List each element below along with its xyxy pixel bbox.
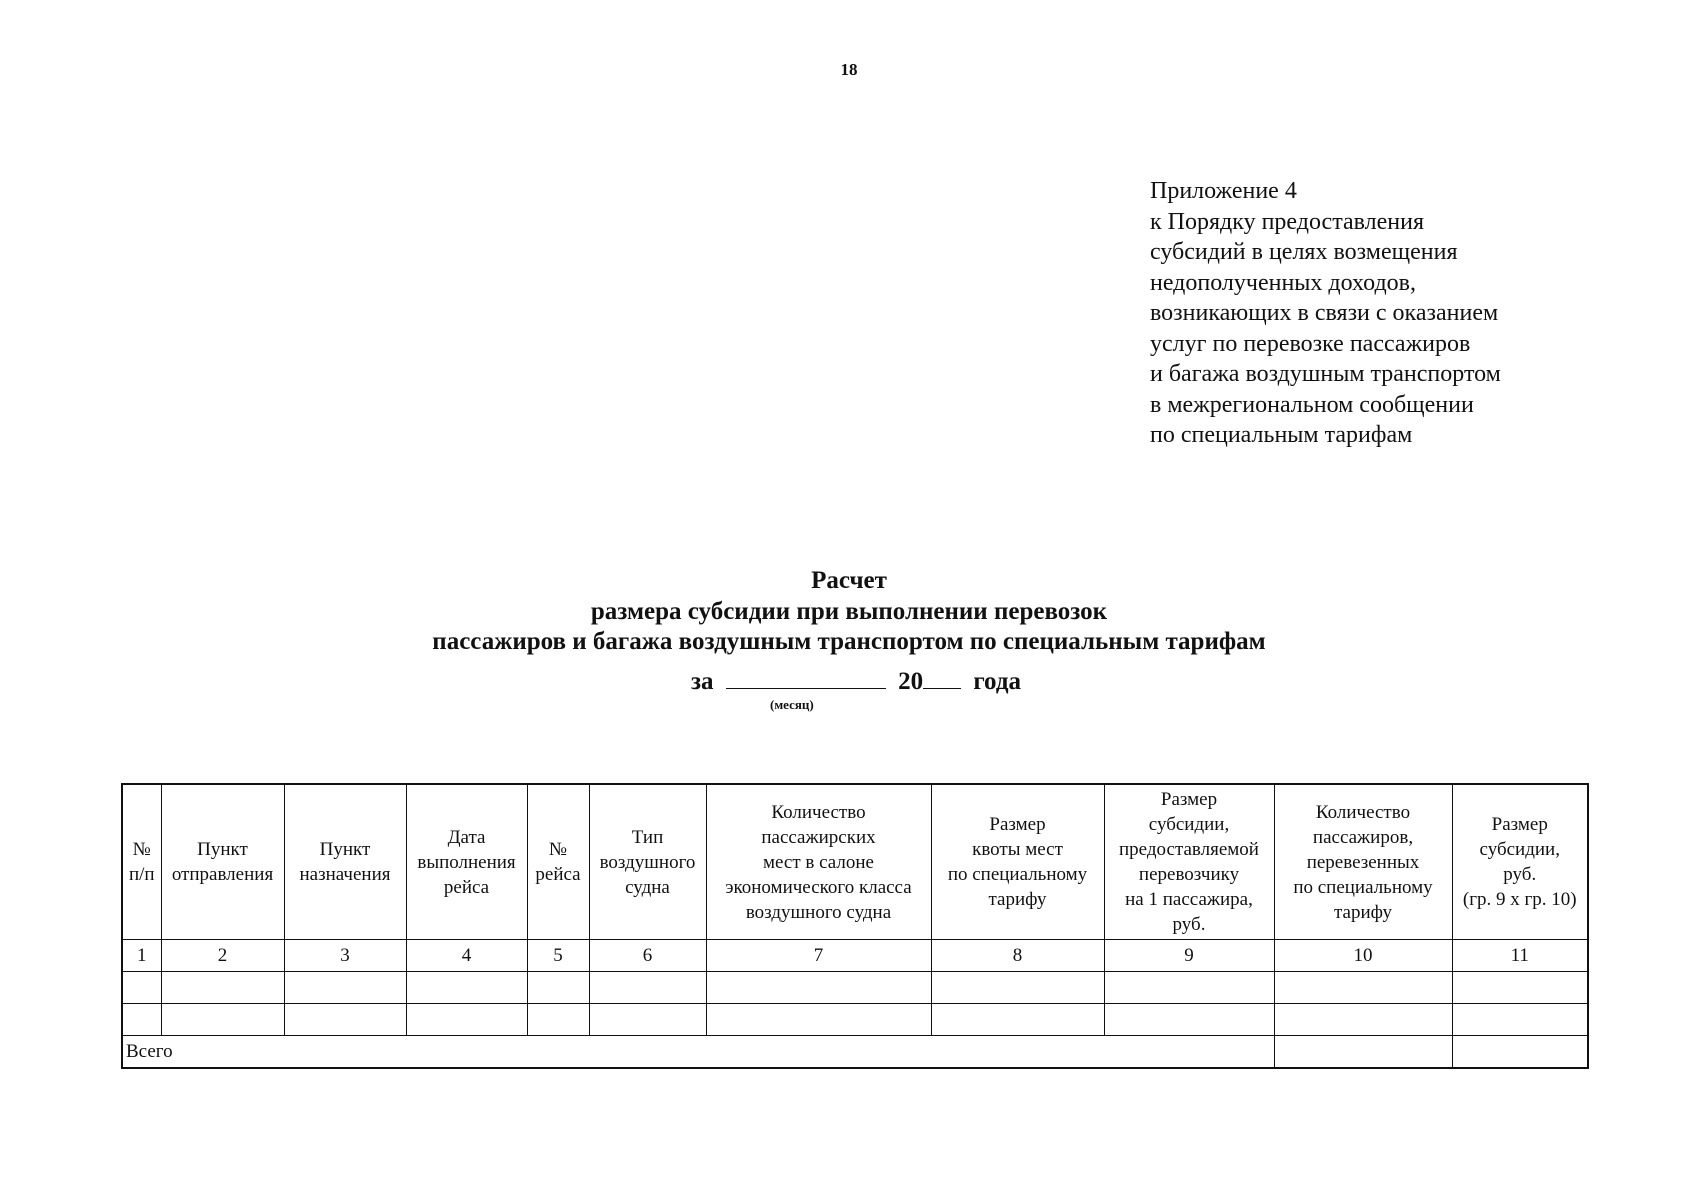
appendix-line: по специальным тарифам (1150, 422, 1413, 448)
column-number: 10 (1274, 940, 1452, 972)
appendix-line: Приложение 4 (1150, 178, 1297, 204)
column-number: 1 (122, 940, 161, 972)
column-header-line: воздушного (599, 851, 696, 873)
table-cell[interactable] (161, 972, 284, 1004)
column-header-line: тарифу (988, 889, 1047, 910)
column-number: 2 (161, 940, 284, 972)
appendix-block (1150, 176, 1650, 451)
table-cell[interactable] (284, 1004, 406, 1036)
column-header-4 (406, 784, 527, 940)
column-header-line: судна (625, 876, 670, 898)
header-row (122, 784, 1588, 940)
table-cell[interactable] (589, 972, 706, 1004)
column-header-line: № (548, 839, 568, 860)
appendix-line: в межрегиональном сообщении (1150, 391, 1474, 418)
column-number: 8 (931, 940, 1104, 972)
column-header-line: Пункт (197, 839, 248, 860)
column-header-line: по специальному (1293, 876, 1433, 898)
appendix-line: возникающих в связи с оказанием (1150, 300, 1499, 326)
column-header-line: Размер (1491, 814, 1548, 835)
column-header-line: Тип (631, 826, 664, 848)
column-header-line: № (132, 839, 151, 860)
appendix-line: к Порядку предоставления (1150, 208, 1425, 235)
table-cell[interactable] (706, 1004, 931, 1036)
month-caption: (месяц) (770, 697, 814, 712)
column-header-line: руб. (1172, 914, 1206, 935)
column-header-line: Количество (1315, 801, 1411, 823)
column-header-line: экономического класса (725, 876, 912, 898)
appendix-line: и багажа воздушным транспортом (1150, 361, 1501, 387)
page-number: 18 (840, 60, 858, 79)
period-suffix: года (973, 668, 1021, 695)
column-header-line: мест в салоне (763, 851, 874, 873)
column-header-9 (1104, 784, 1274, 940)
column-header-line: перевозчику (1138, 864, 1240, 885)
table-cell[interactable] (527, 972, 589, 1004)
column-header-line: тарифу (1334, 901, 1392, 923)
column-header-line: Дата (447, 826, 486, 848)
title-line: размера субсидии при выполнении перевозок (590, 597, 1108, 625)
table-cell[interactable] (931, 972, 1104, 1004)
table-cell[interactable] (406, 1004, 527, 1036)
table-cell[interactable] (527, 1004, 589, 1036)
table-row (122, 972, 1588, 1004)
appendix-line: субсидий в целях возмещения (1150, 239, 1458, 265)
year-blank[interactable] (923, 666, 961, 689)
table-cell[interactable] (1104, 1004, 1274, 1036)
table-cell[interactable] (1274, 1004, 1452, 1036)
table-cell[interactable] (589, 1004, 706, 1036)
column-number: 6 (589, 940, 706, 972)
column-header-line: Размер (989, 814, 1046, 835)
title-line: Расчет (811, 567, 887, 594)
column-header-line: назначения (299, 864, 391, 885)
table-cell[interactable] (1274, 972, 1452, 1004)
column-header-line: перевезенных (1306, 851, 1420, 873)
column-number: 4 (406, 940, 527, 972)
column-header-line: (гр. 9 х гр. 10) (1462, 889, 1577, 910)
column-header-line: Количество (771, 801, 866, 823)
table-cell[interactable] (1104, 972, 1274, 1004)
column-header-line: отправления (171, 864, 274, 885)
table-cell[interactable] (1452, 972, 1588, 1004)
table-cell[interactable] (931, 1004, 1104, 1036)
month-blank[interactable] (726, 666, 886, 689)
column-number: 11 (1452, 940, 1588, 972)
column-header-5 (527, 784, 589, 940)
appendix-line: недополученных доходов, (1150, 269, 1416, 296)
column-header-3 (284, 784, 406, 940)
column-header-8 (931, 784, 1104, 940)
period-line (0, 666, 1698, 696)
year-prefix: 20 (898, 668, 924, 695)
column-number: 3 (284, 940, 406, 972)
column-header-1 (122, 784, 161, 940)
column-header-line: выполнения (417, 851, 516, 873)
column-header-line: Пункт (319, 839, 371, 860)
table-row (122, 1004, 1588, 1036)
total-row (122, 1036, 1588, 1069)
column-header-line: рейса (535, 864, 581, 885)
column-number: 9 (1104, 940, 1274, 972)
column-header-line: руб. (1503, 864, 1537, 885)
column-header-line: на 1 пассажира, (1125, 889, 1253, 910)
column-header-line: квоты мест (972, 839, 1063, 860)
column-header-line: по специальному (947, 864, 1088, 885)
table-cell[interactable] (122, 972, 161, 1004)
table-cell[interactable] (1452, 1004, 1588, 1036)
total-label: Всего (122, 1036, 1274, 1069)
document-title (0, 566, 1698, 658)
table-cell[interactable] (284, 972, 406, 1004)
table-cell[interactable] (406, 972, 527, 1004)
appendix-line: услуг по перевозке пассажиров (1150, 330, 1471, 357)
column-numbers-row (122, 940, 1588, 972)
title-line: пассажиров и багажа воздушным транспортом по специальным тарифам (432, 628, 1266, 655)
column-number: 5 (527, 940, 589, 972)
column-header-line: пассажирских (761, 826, 876, 848)
total-passengers-cell[interactable] (1274, 1036, 1452, 1069)
table-cell[interactable] (706, 972, 931, 1004)
calculation-table (121, 783, 1589, 1069)
column-header-7 (706, 784, 931, 940)
column-header-line: воздушного судна (745, 901, 892, 923)
column-header-line: Размер (1160, 789, 1218, 810)
total-subsidy-cell[interactable] (1452, 1036, 1588, 1069)
column-header-line: предоставляемой (1119, 839, 1259, 860)
column-header-line: рейса (443, 876, 490, 898)
column-header-2 (161, 784, 284, 940)
table-cell[interactable] (161, 1004, 284, 1036)
column-header-line: субсидии, (1148, 814, 1230, 835)
table-cell[interactable] (122, 1004, 161, 1036)
column-header-11 (1452, 784, 1588, 940)
column-number: 7 (706, 940, 931, 972)
column-header-10 (1274, 784, 1452, 940)
column-header-6 (589, 784, 706, 940)
column-header-line: п/п (128, 864, 155, 885)
period-prefix: за (691, 668, 714, 695)
column-header-line: пассажиров, (1312, 826, 1414, 848)
column-header-line: субсидии, (1479, 839, 1560, 860)
